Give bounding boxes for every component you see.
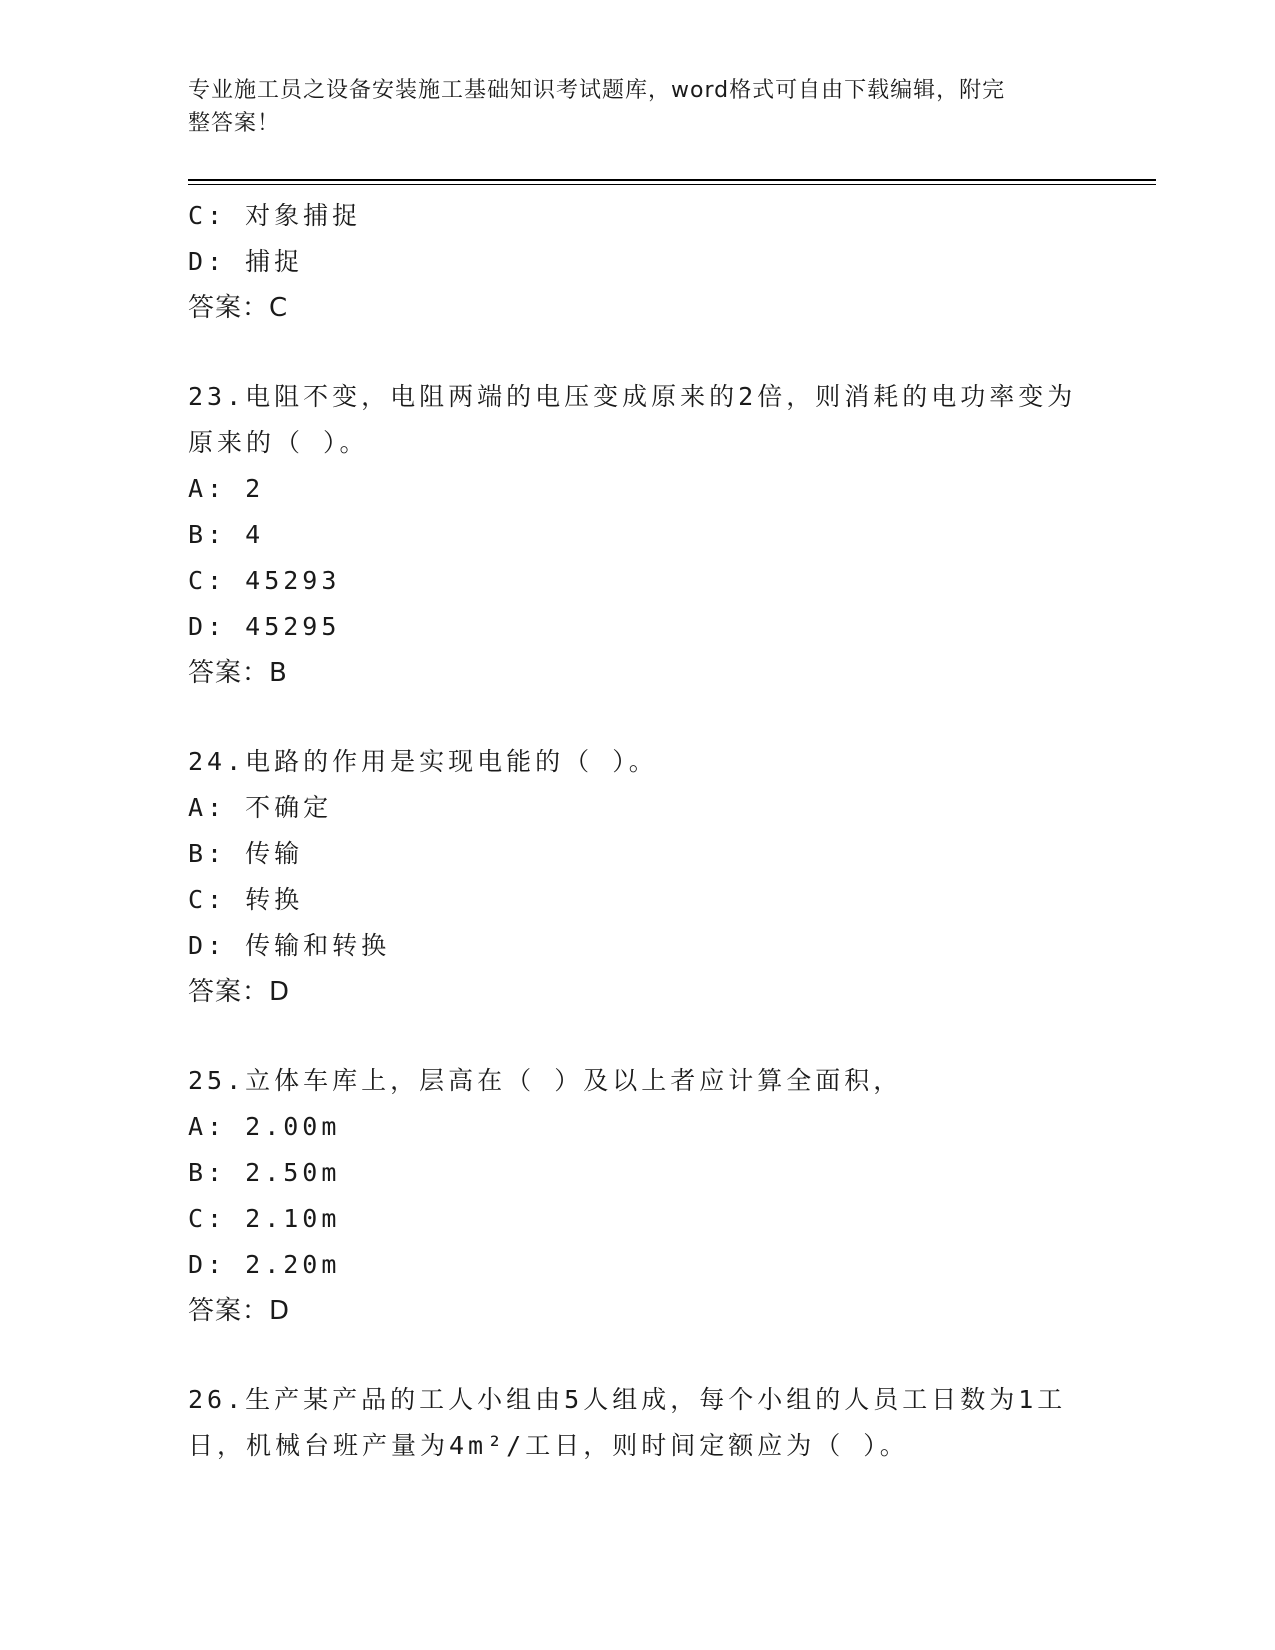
option-c: C: 对象捕捉 [188, 201, 362, 230]
header-divider-thin [188, 184, 1156, 185]
question-26 [188, 1377, 1088, 1469]
option-a: A: 2 [188, 474, 265, 503]
option-c: C: 2.10m [188, 1204, 341, 1233]
answer-line: 答案：C [188, 293, 289, 323]
question-24 [188, 739, 1088, 1015]
option-d: D: 45295 [188, 612, 341, 641]
option-b: B: 4 [188, 520, 265, 549]
question-stem-line-1: 26.生产某产品的工人小组由5人组成，每个小组的人员工日数为1工 [188, 1385, 1067, 1414]
question-stem-line-1: 23.电阻不变，电阻两端的电压变成原来的2倍，则消耗的电功率变为 [188, 382, 1077, 411]
option-b: B: 传输 [188, 839, 304, 868]
option-c: C: 转换 [188, 885, 304, 914]
header-divider-thick [188, 179, 1156, 181]
header-line-1: 专业施工员之设备安装施工基础知识考试题库，word格式可自由下载编辑，附完 [188, 78, 1006, 103]
spacer [188, 331, 1088, 374]
question-stem-line-2: 原来的（ ）。 [188, 428, 369, 457]
spacer [188, 1334, 1088, 1377]
question-stem: 24.电路的作用是实现电能的（ ）。 [188, 747, 658, 776]
option-a: A: 不确定 [188, 793, 333, 822]
answer-line: 答案：D [188, 1296, 291, 1326]
spacer [188, 696, 1088, 739]
option-d: D: 传输和转换 [188, 931, 391, 960]
option-a: A: 2.00m [188, 1112, 341, 1141]
spacer [188, 1015, 1088, 1058]
option-b: B: 2.50m [188, 1158, 341, 1187]
question-stem-line-2: 日，机械台班产量为4m²/工日，则时间定额应为（ ）。 [188, 1431, 909, 1460]
option-d: D: 2.20m [188, 1250, 341, 1279]
document-header [188, 74, 1068, 140]
option-c: C: 45293 [188, 566, 341, 595]
header-line-2: 整答案！ [188, 111, 281, 136]
option-d: D: 捕捉 [188, 247, 304, 276]
question-stem: 25.立体车库上，层高在（ ）及以上者应计算全面积， [188, 1066, 903, 1095]
question-content [188, 193, 1088, 1469]
question-23 [188, 374, 1088, 696]
question-25 [188, 1058, 1088, 1334]
question-22-fragment [188, 193, 1088, 331]
answer-line: 答案：B [188, 658, 288, 688]
answer-line: 答案：D [188, 977, 291, 1007]
